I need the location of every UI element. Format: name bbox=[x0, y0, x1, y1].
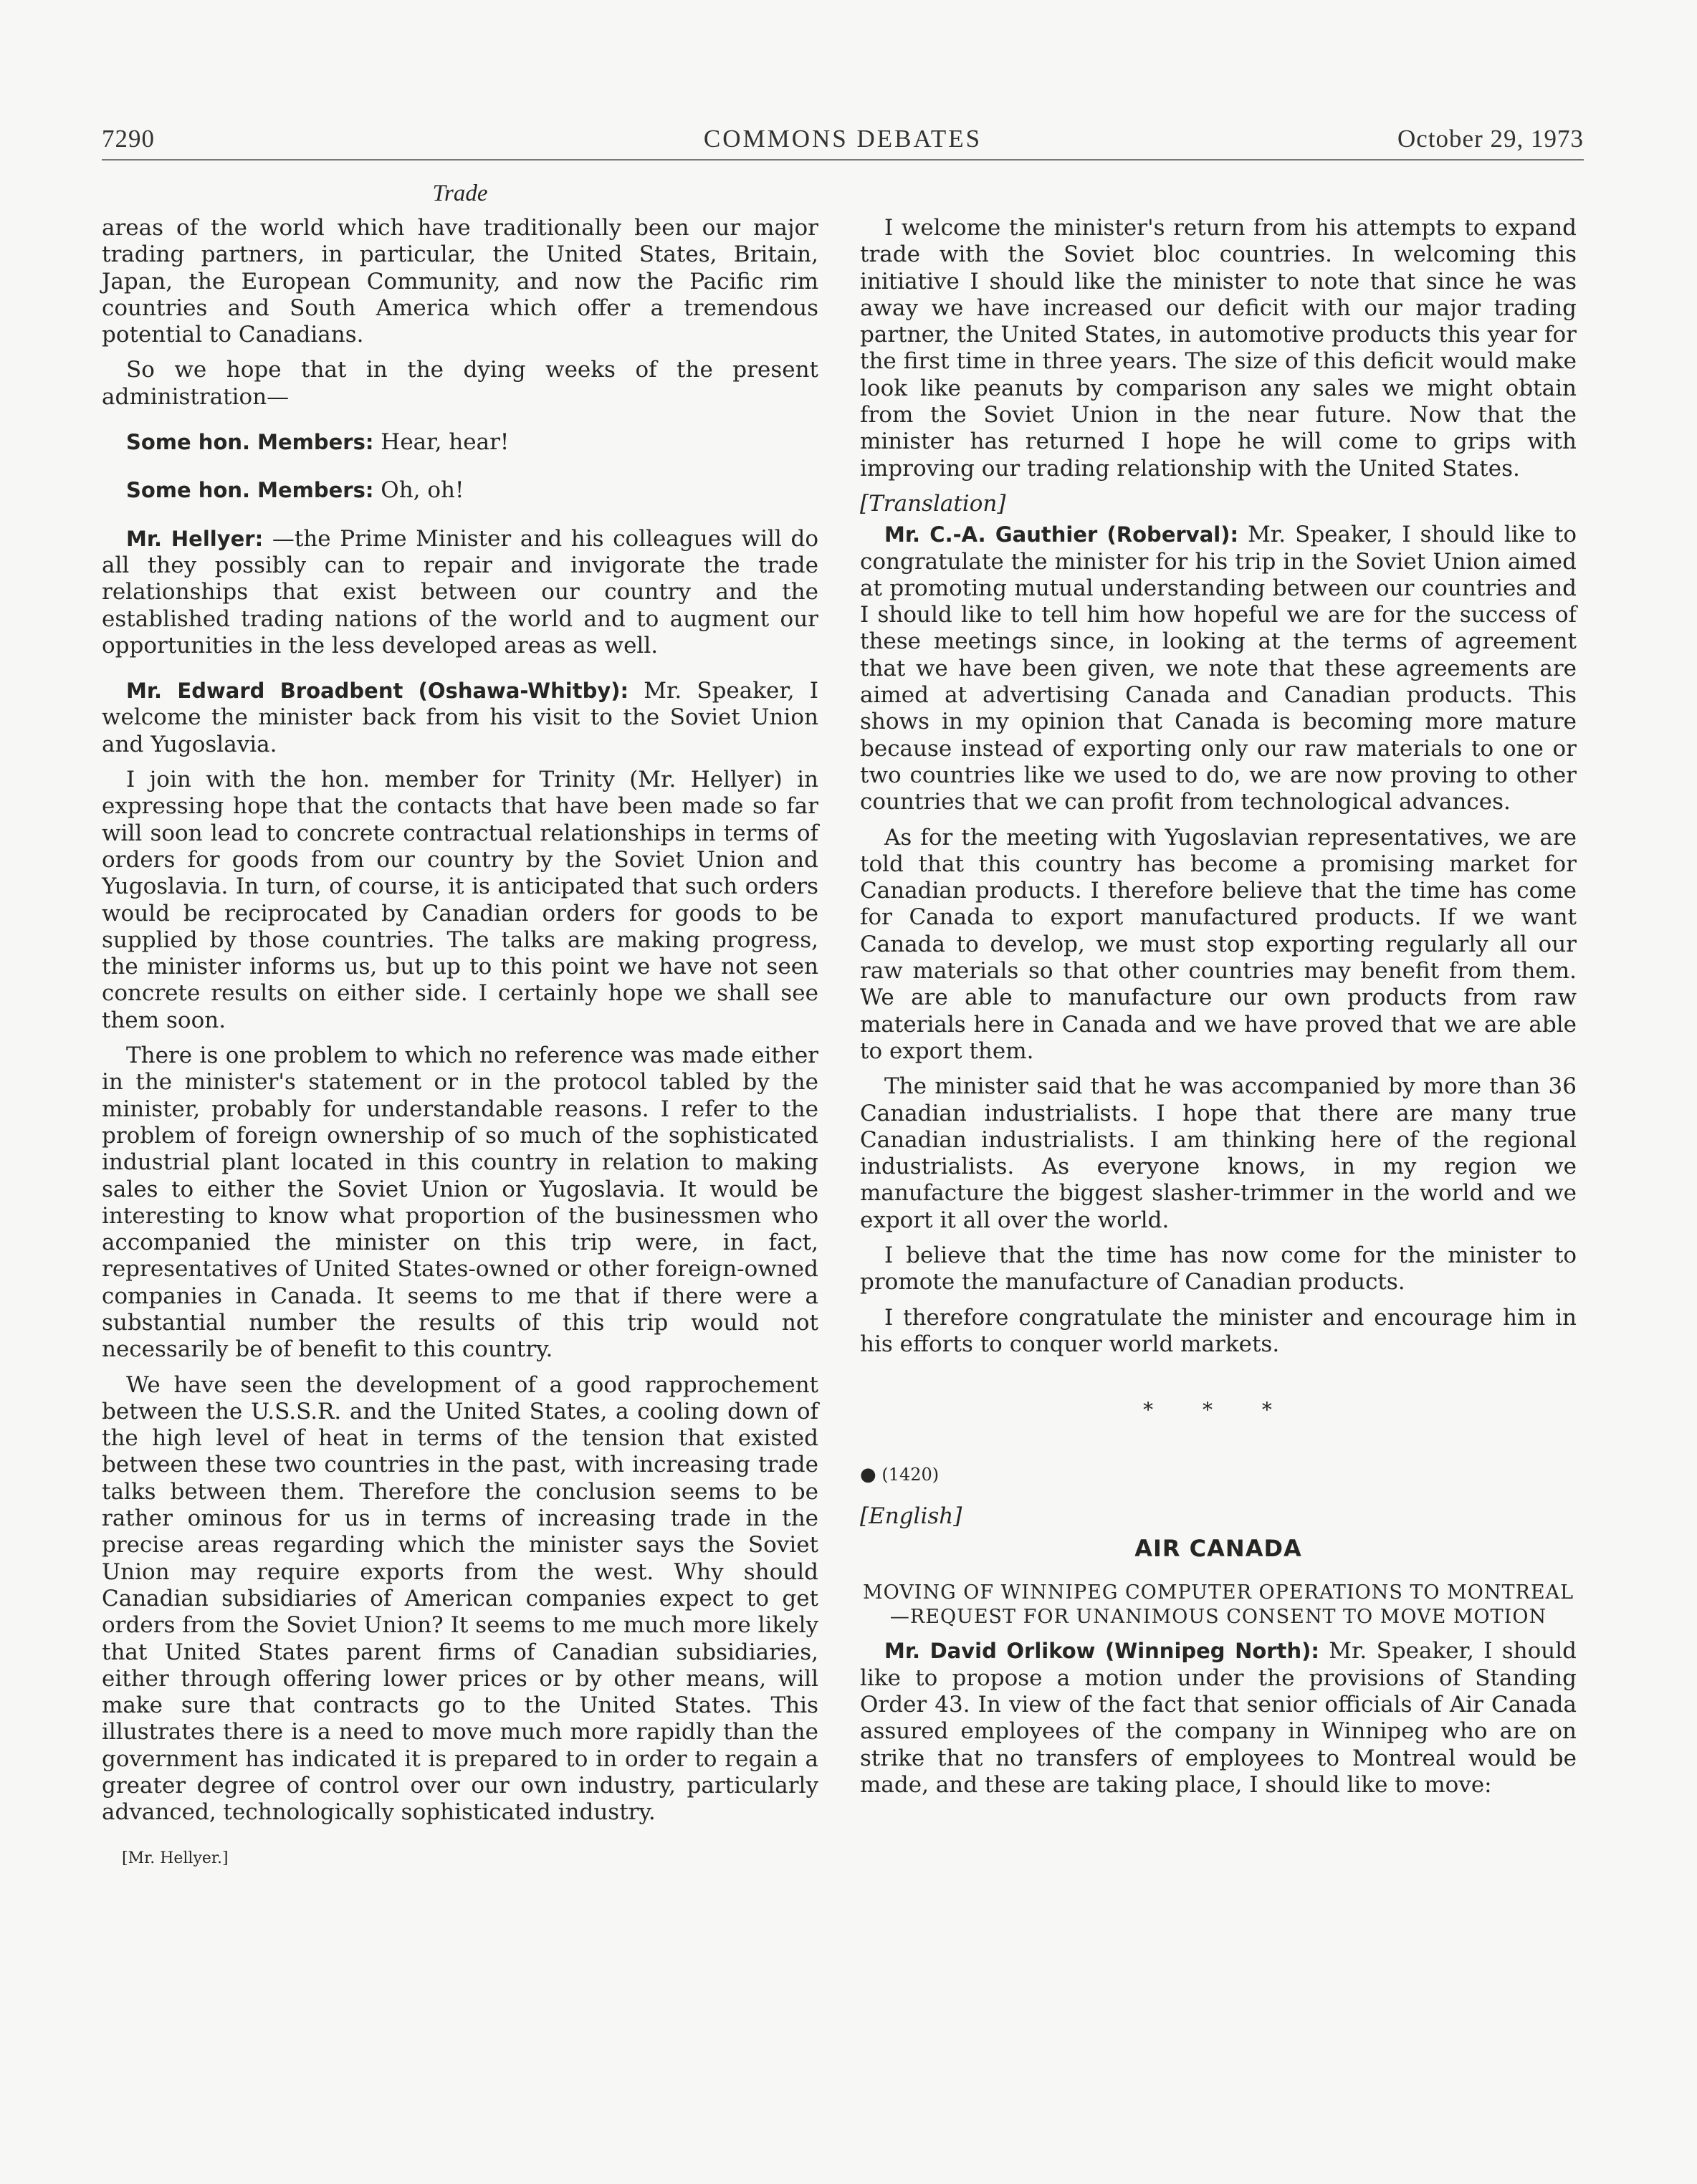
paragraph: As for the meeting with Yugoslavian representatives, we are told that this country has become a promising market for Canadian products. I therefore believe that the time has come for Canada to export manufactured products. If we want Canada to develop, we must stop exporting regularly all our raw materials so that other countries may benefit from them. We are able to manufacture our own products from raw materials here in Canada and we have proved that we are able to export them. bbox=[860, 824, 1577, 1064]
paragraph: So we hope that in the dying weeks of the present administration— bbox=[102, 357, 818, 410]
paragraph: I believe that the time has now come for the minister to promote the manufacture of Canadian products. bbox=[860, 1242, 1577, 1295]
speech-text: Mr. Speaker, I should like to propose a motion under the provisions of Standing Order 43. In view of the fact that senior officials of Air Canada assured employees of the company in Winnipeg who are on strike that no transfers of employees to Montreal would be made, and these are taking place, I should like to move: bbox=[860, 1638, 1577, 1798]
speaker-name: Some hon. Members: bbox=[126, 478, 374, 503]
section-label: Trade bbox=[432, 181, 488, 206]
paragraph: The minister said that he was accompanied by more than 36 Canadian industrialists. I hope that there are many true Canadian industrialists. I am thinking here of the regional industrialists. As everyone knows, in my region we manufacture the biggest slasher-trimmer in the world and we export it all over the world. bbox=[860, 1073, 1577, 1233]
translation-label: [Translation] bbox=[860, 490, 1006, 517]
footnote: [Mr. Hellyer.] bbox=[122, 1849, 229, 1867]
speech-text: —the Prime Minister and his colleagues will do all they possibly can to repair and invigorate the trade relationships that exist between our country and the established trading nations of the world and to augment our opportunities in the less developed areas as well. bbox=[102, 525, 818, 658]
publication-date: October 29, 1973 bbox=[1397, 125, 1584, 153]
page-header bbox=[102, 122, 1584, 161]
paragraph: We have seen the development of a good rapprochement between the U.S.S.R. and the United States, a cooling down of the high level of heat in terms of the tension that existed between these two countries in the past, with increasing trade talks between them. Therefore the conclusion seems to be rather ominous for us in terms of increasing trade in the precise areas regarding which the minister says the Soviet Union may require exports from the west. Why should Canadian subsidiaries of American companies expect to get orders from the Soviet Union? It seems to me much more likely that United States parent firms of Canadian subsidiaries, either through offering lower prices or by other means, will make sure that contracts go to the United States. This illustrates there is a need to move much more rapidly than the government has indicated it is prepared to in order to regain a greater degree of control over our own industry, particularly advanced, technologically sophisticated industry. bbox=[102, 1371, 818, 1826]
speaker-name: Mr. David Orlikow (Winnipeg North): bbox=[884, 1639, 1319, 1664]
time-marker bbox=[860, 1462, 1577, 1488]
paragraph bbox=[102, 429, 818, 456]
paragraph bbox=[102, 477, 818, 504]
speech-text: Hear, hear! bbox=[373, 429, 510, 456]
paragraph bbox=[102, 526, 818, 659]
paragraph bbox=[860, 1638, 1577, 1799]
paragraph: I therefore congratulate the minister and encourage him in his efforts to conquer world markets. bbox=[860, 1304, 1577, 1357]
publication-title: COMMONS DEBATES bbox=[703, 125, 983, 153]
speech-text: Mr. Speaker, I welcome the minister back from his visit to the Soviet Union and Yugoslavia. bbox=[102, 678, 818, 757]
speaker-name: Mr. Hellyer: bbox=[126, 526, 264, 551]
left-column bbox=[102, 215, 818, 1872]
paragraph: I welcome the minister's return from his attempts to expand trade with the Soviet bloc countries. In welcoming this initiative I should like the minister to note that since he was away we have increased our deficit with our major trading partner, the United States, in automotive products this year for the first time in three years. The size of this deficit would make look like peanuts by comparison any sales we might obtain from the Soviet Union in the near future. Now that the minister has returned I hope he will come to grips with improving our trading relationship with the United States. bbox=[860, 215, 1577, 482]
page-number: 7290 bbox=[102, 125, 155, 153]
speaker-name: Mr. Edward Broadbent (Oshawa-Whitby): bbox=[126, 679, 629, 704]
speaker-name: Mr. C.-A. Gauthier (Roberval): bbox=[884, 522, 1239, 547]
time-stamp: (1420) bbox=[881, 1465, 940, 1485]
paragraph: areas of the world which have traditionally been our major trading partners, in particular, the United States, Britain, Japan, the European Community, and now the Pacific rim countries and South America which offer a tremendous potential to Canadians. bbox=[102, 215, 818, 348]
right-column bbox=[860, 215, 1577, 1807]
speech-text: Oh, oh! bbox=[373, 477, 464, 504]
paragraph bbox=[860, 522, 1577, 815]
paragraph bbox=[102, 678, 818, 758]
section-separator: * * * bbox=[1143, 1398, 1294, 1422]
bullet-icon: ● bbox=[860, 1464, 876, 1486]
speech-text: Mr. Speaker, I should like to congratulate the minister for his trip in the Soviet Union aimed at promoting mutual understanding between our countries and I should like to tell him how hopeful we are for the success of these meetings since, in looking at the terms of agreement that we have been given, we note that these agreements are aimed at advertising Canada and Canadian products. This shows in my opinion that Canada is becoming more mature because instead of exporting only our raw materials to one or two countries like we used to do, we are now proving to other countries that we can profit from technological advances. bbox=[860, 522, 1577, 815]
section-heading: AIR CANADA bbox=[1134, 1535, 1302, 1563]
english-label: [English] bbox=[860, 1503, 962, 1529]
section-subheading: MOVING OF WINNIPEG COMPUTER OPERATIONS TO MONTREAL—REQUEST FOR UNANIMOUS CONSENT TO MOVE MOTION bbox=[862, 1581, 1574, 1629]
paragraph: I join with the hon. member for Trinity (Mr. Hellyer) in expressing hope that the contacts that have been made so far will soon lead to concrete contractual relationships in terms of orders for goods from our country by the Soviet Union and Yugoslavia. In turn, of course, it is anticipated that such orders would be reciprocated by Canadian orders for goods to be supplied by those countries. The talks are making progress, the minister informs us, but up to this point we have not seen concrete results on either side. I certainly hope we shall see them soon. bbox=[102, 767, 818, 1033]
speaker-name: Some hon. Members: bbox=[126, 430, 374, 455]
paragraph: There is one problem to which no reference was made either in the minister's statement or in the protocol tabled by the minister, probably for understandable reasons. I refer to the problem of foreign ownership of so much of the sophisticated industrial plant located in this country in relation to making sales to either the Soviet Union or Yugoslavia. It would be interesting to know what proportion of the businessmen who accompanied the minister on this trip were, in fact, representatives of United States-owned or other foreign-owned companies in Canada. It seems to me that if there were a substantial number the results of this trip would not necessarily be of benefit to this country. bbox=[102, 1043, 818, 1363]
